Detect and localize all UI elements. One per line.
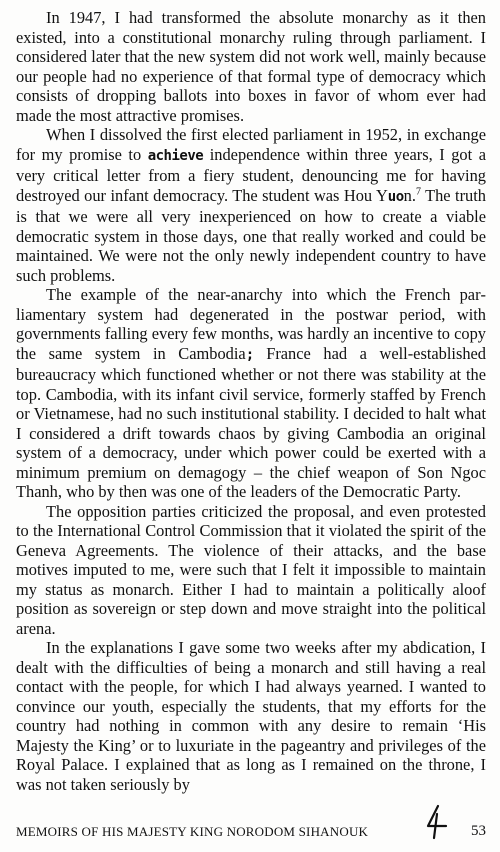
running-title: MEMOIRS OF HIS MAJESTY KING NORODOM SIHANOUK xyxy=(16,824,369,839)
handwritten-correction: ; xyxy=(245,346,254,363)
handwritten-correction: achieve xyxy=(147,147,204,164)
text-run: n. xyxy=(403,185,416,205)
footnote-reference: 7 xyxy=(415,186,421,198)
page-number: 53 xyxy=(471,823,486,839)
page-footer xyxy=(16,820,486,844)
text-run: independence within three years, I got a very critical letter from a fiery student, denouncing me for having destroyed our infant democracy. The student was Hou Y xyxy=(16,144,486,205)
paragraph xyxy=(16,638,486,794)
paragraph xyxy=(16,125,486,285)
body-text xyxy=(16,8,486,794)
paragraph xyxy=(16,502,486,639)
text-run: In 1947, I had transformed the absolute monarchy as it then existed, into a constitutional monarchy ruling through parliament. I considered later that the new system did not work well, mainly because our people had no experience of that formal type of democracy which consists of dropping ballots into boxes in favor of whom ever had made the most attractive promises. xyxy=(16,8,486,125)
text-run: The truth is that we were all very inexperienced on how to create a viable democratic system in those days, one that really worked and could be maintained. We were not the only newly independent country to have such problems. xyxy=(16,185,486,285)
text-run: In the explanations I gave some two weeks after my abdication, I dealt with the difficulties of being a monarch and still having a real contact with the people, for which I had always yearned. I wanted to convince our youth, especially the students, that my efforts for the country had nothing in common with any desire to remain ‘His Majesty the King’ or to luxuriate in the pageantry and privileges of the Royal Palace. I explained that as long as I remained on the throne, I was not taken seriously by xyxy=(16,638,486,794)
handwritten-4-icon xyxy=(420,804,450,840)
text-run: The example of the near-anarchy into which the French parliamentary system had degenerated in the postwar period, with governments falling every few months, was hardly an incentive to copy the same system in Cambodia xyxy=(16,285,486,363)
handwritten-correction: uo xyxy=(387,188,404,205)
text-run: France had a well-established bureaucracy which functioned whether or not there was stability at the top. Cambodia, with its infant civil service, formerly staffed by French or Vietnamese, had no such institutional stability. I decided to halt what I considered a drift towards chaos by giving Cambodia an original system of a democracy, under which power could be exerted with a minimum premium on demagogy – the chief weapon of Son Ngoc Thanh, who by then was one of the leaders of the Democratic Party. xyxy=(16,343,486,501)
text-run: The opposition parties criticized the proposal, and even protested to the International Control Commission that it violated the spirit of the Geneva Agreements. The violence of their attacks, and the base motives imputed to me, were such that I felt it impossible to maintain my status as monarch. Either I had to maintain a politically aloof position as sovereign or step down and move straight into the political arena. xyxy=(16,501,486,638)
paragraph xyxy=(16,285,486,502)
text-run: When I dissolved the first elected parliament in 1952, in exchange for my promise to xyxy=(16,125,486,164)
paragraph xyxy=(16,8,486,125)
